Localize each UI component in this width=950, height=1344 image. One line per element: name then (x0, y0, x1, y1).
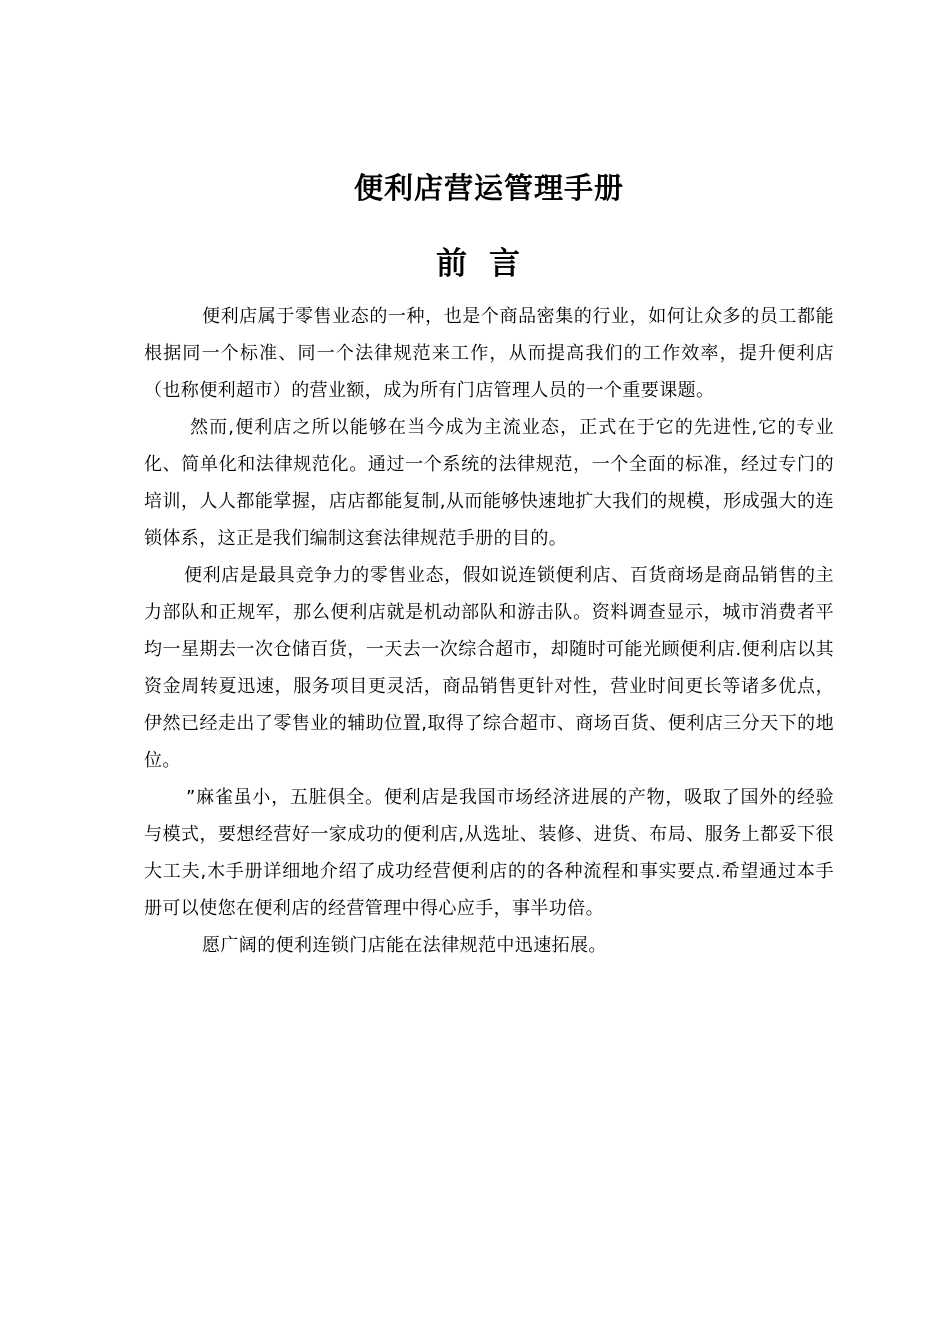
paragraph: 便利店属于零售业态的一种，也是个商品密集的行业，如何让众多的员工都能根据同一个标准、同一个法律规范来工作，从而提高我们的工作效率，提升便利店（也称便利超市）的营业额，成为所有门店管理人员的一个重要课题。 (144, 306, 834, 401)
paragraph: 然而,便利店之所以能够在当今成为主流业态，正式在于它的先进性,它的专业化、简单化和法律规范化。通过一个系统的法律规范，一个全面的标准，经过专门的培训，人人都能掌握，店店都能复制,从而能够快速地扩大我们的规模，形成强大的连锁体系，这正是我们编制这套法律规范手册的目的。 (144, 417, 834, 549)
document-title: 便利店营运管理手册 (353, 171, 624, 205)
paragraph: 愿广阔的便利连锁门店能在法律规范中迅速拓展。 (202, 935, 607, 956)
paragraph: 便利店是最具竞争力的零售业态，假如说连锁便利店、百货商场是商品销售的主力部队和正规军，那么便利店就是机动部队和游击队。资料调查显示，城市消费者平均一星期去一次仓储百货，一天去一次综合超市，却随时可能光顾便利店.便利店以其资金周转夏迅速，服务项目更灵活，商品销售更针对性，营业时间更长等诸多优点，伊然已经走出了零售业的辅助位置,取得了综合超市、商场百货、便利店三分天下的地位。 (144, 565, 834, 771)
section-heading-preface: 前言 (436, 246, 542, 282)
paragraph: ”麻雀虽小，五脏俱全。便利店是我国市场经济进展的产物，吸取了国外的经验与模式，要想经营好一家成功的便利店,从选址、装修、进货、布局、服务上都妥下很大工夫,木手册详细地介绍了成功经营便利店的的各种流程和事实要点.希望通过本手册可以使您在便利店的经营管理中得心应手，事半功倍。 (144, 787, 834, 919)
preface-body (144, 298, 834, 964)
